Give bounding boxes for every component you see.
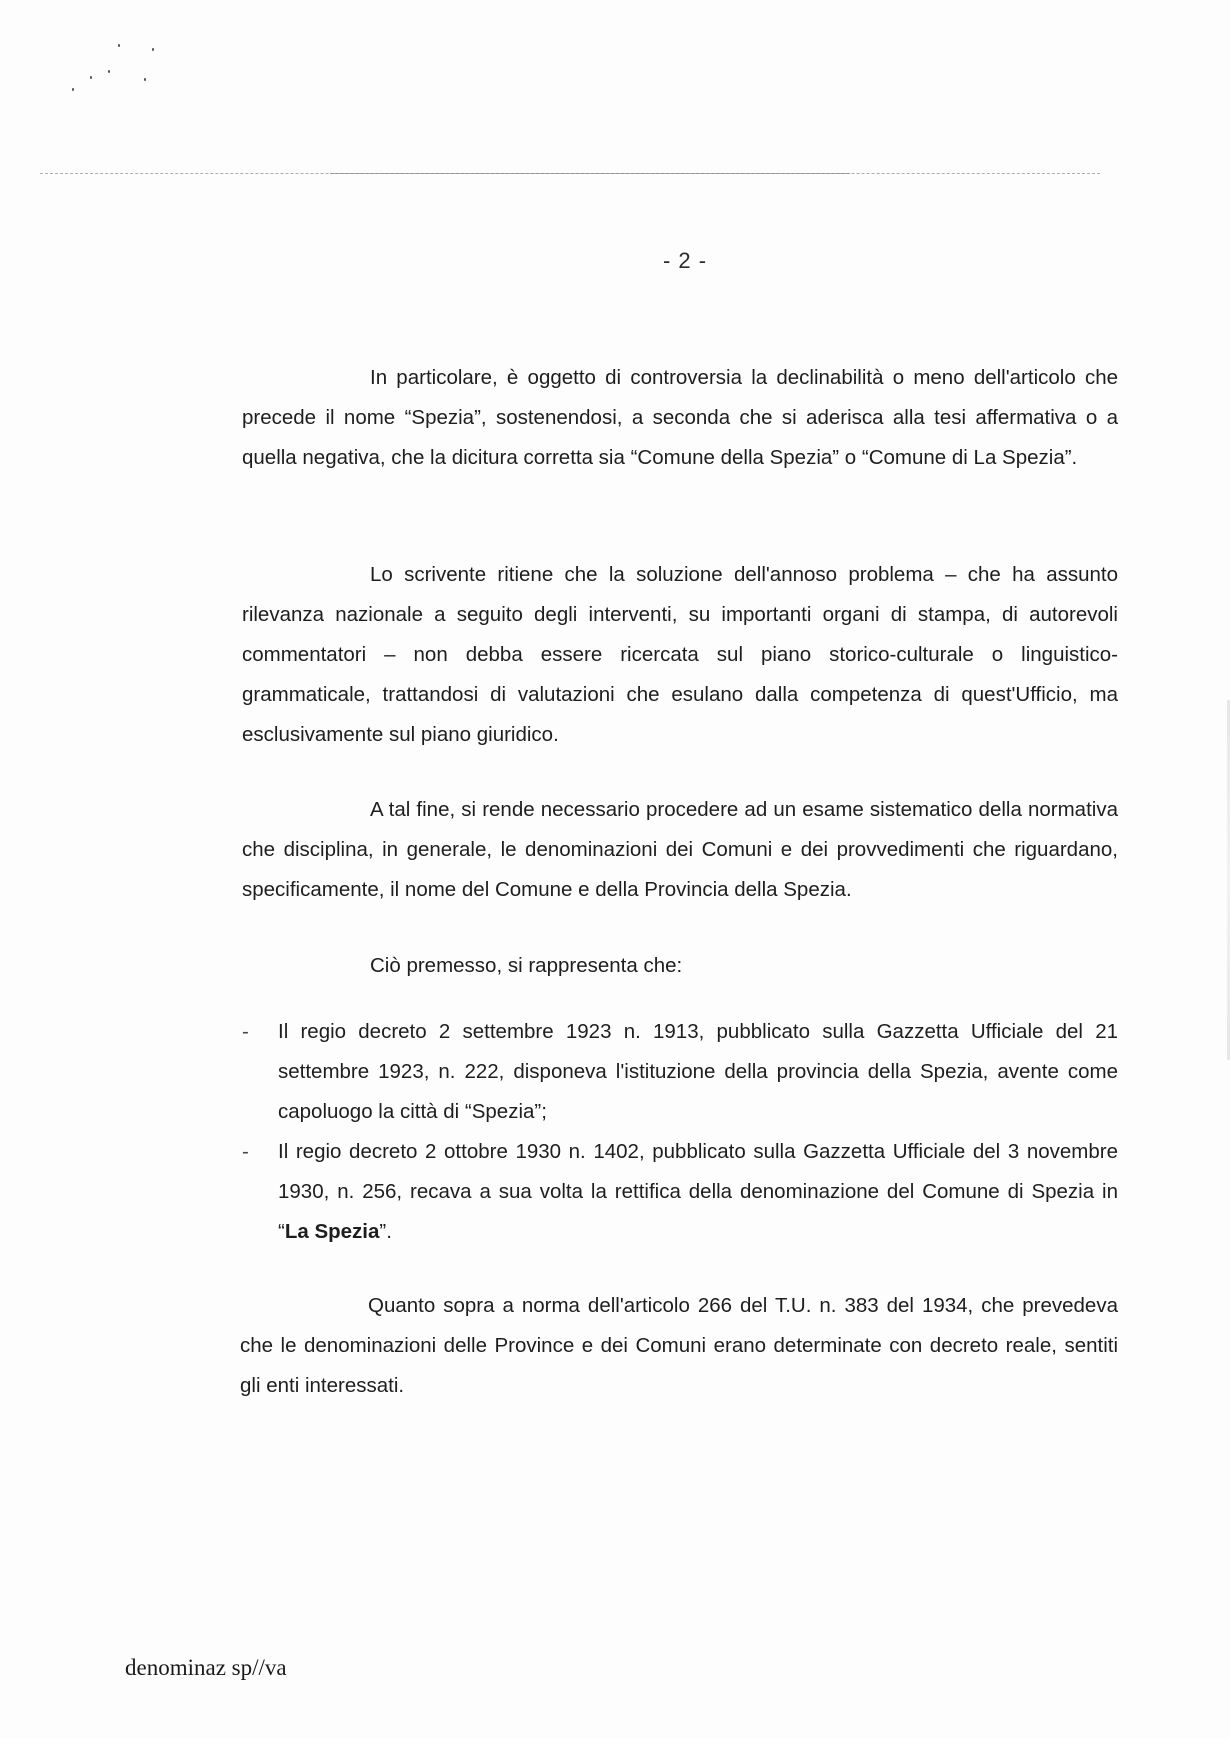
speck [108, 70, 110, 73]
speck [90, 76, 92, 79]
list-dash: - [242, 1020, 249, 1043]
paragraph-text: Lo scrivente ritiene che la soluzione dell'annoso problema – che ha assunto rilevanza nazionale a seguito degli interventi, su importanti organi di stampa, di autorevoli commentatori – non debba essere ricercata sul piano storico-culturale o linguistico-grammaticale, trattandosi di valutazioni che esulano dalla competenza di quest'Ufficio, ma esclusivamente sul piano giuridico. [242, 563, 1118, 746]
speck [72, 88, 74, 91]
la-spezia-bold-name: La Spezia [284, 1220, 380, 1243]
list-item [242, 1012, 1118, 1132]
paragraph-solution [242, 555, 1118, 755]
paragraph-legal-basis [240, 1286, 1118, 1406]
page-number: - 2 - [662, 248, 708, 273]
paragraph-examination [242, 790, 1118, 910]
paragraph-text: A tal fine, si rende necessario procedere ad un esame sistematico della normativa che disciplina, in generale, le denominazioni dei Comuni e dei provvedimenti che riguardano, specificamente, il nome del Comune e della Provincia della Spezia. [242, 798, 1118, 901]
scan-artifacts [60, 40, 180, 100]
decree-1930-text-end: ”. [379, 1220, 392, 1243]
speck [144, 78, 146, 81]
footer-reference: denominaz sp//va [125, 1655, 287, 1680]
list-item [242, 1132, 1118, 1252]
paragraph-controversy [242, 358, 1118, 478]
decree-list [242, 1012, 1118, 1252]
header-divider-solid [330, 173, 850, 174]
speck [118, 44, 120, 47]
paragraph-text: Ciò premesso, si rappresenta che: [370, 954, 683, 977]
paragraph-text: Quanto sopra a norma dell'articolo 266 del T.U. n. 383 del 1934, che prevedeva che le denominazioni delle Province e dei Comuni erano determinate con decreto reale, sentiti gli enti interessati. [240, 1294, 1118, 1397]
list-dash: - [242, 1140, 249, 1163]
paragraph-text: In particolare, è oggetto di controversia la declinabilità o meno dell'articolo che precede il nome “Spezia”, sostenendosi, a seconda che si aderisca alla tesi affermativa o a quella negativa, che la dicitura corretta sia “Comune della Spezia” o “Comune di La Spezia”. [242, 366, 1118, 469]
decree-1923-text: Il regio decreto 2 settembre 1923 n. 1913, pubblicato sulla Gazzetta Ufficiale del 21 settembre 1923, n. 222, disponeva l'istituzione della provincia della Spezia, avente come capoluogo la città di “Spezia”; [278, 1020, 1118, 1123]
paragraph-premise [242, 946, 1118, 986]
speck [152, 48, 154, 51]
decree-1930-text: Il regio decreto 2 ottobre 1930 n. 1402, pubblicato sulla Gazzetta Ufficiale del 3 novembre 1930, n. 256, recava a sua volta la rettifica della denominazione del Comune di Spezia in “ [278, 1140, 1118, 1243]
